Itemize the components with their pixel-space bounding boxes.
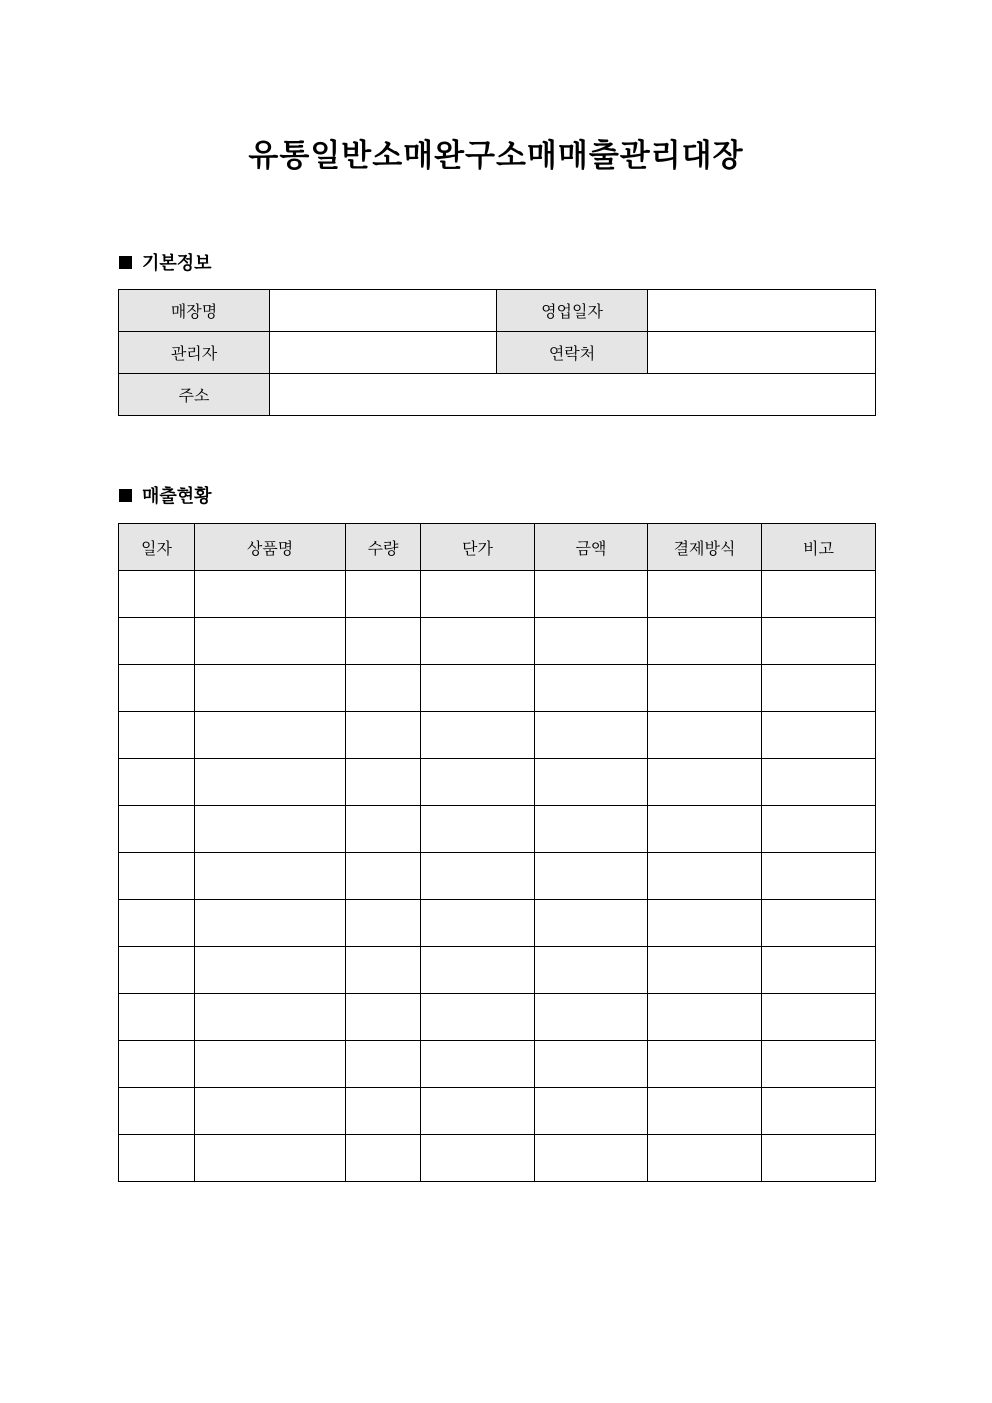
- product-name-cell[interactable]: [195, 759, 346, 806]
- amount-cell[interactable]: [535, 806, 648, 853]
- column-header-unit-price: 단가: [421, 524, 535, 571]
- table-row: [119, 900, 876, 947]
- remarks-cell[interactable]: [762, 853, 876, 900]
- unit-price-cell[interactable]: [421, 1041, 535, 1088]
- business-date-field[interactable]: [648, 290, 876, 332]
- amount-cell[interactable]: [535, 947, 648, 994]
- quantity-cell[interactable]: [346, 806, 421, 853]
- product-name-cell[interactable]: [195, 571, 346, 618]
- remarks-cell[interactable]: [762, 1088, 876, 1135]
- payment-method-cell[interactable]: [648, 806, 762, 853]
- amount-cell[interactable]: [535, 1135, 648, 1182]
- product-name-cell[interactable]: [195, 1088, 346, 1135]
- amount-cell[interactable]: [535, 618, 648, 665]
- payment-method-cell[interactable]: [648, 571, 762, 618]
- section-heading-sales: [119, 485, 212, 509]
- quantity-cell[interactable]: [346, 1135, 421, 1182]
- column-header-quantity: 수량: [346, 524, 421, 571]
- date-cell[interactable]: [119, 759, 195, 806]
- quantity-cell[interactable]: [346, 1088, 421, 1135]
- product-name-cell[interactable]: [195, 1135, 346, 1182]
- date-cell[interactable]: [119, 618, 195, 665]
- unit-price-cell[interactable]: [421, 712, 535, 759]
- date-cell[interactable]: [119, 994, 195, 1041]
- date-cell[interactable]: [119, 712, 195, 759]
- amount-cell[interactable]: [535, 712, 648, 759]
- remarks-cell[interactable]: [762, 1041, 876, 1088]
- address-field[interactable]: [270, 374, 876, 416]
- payment-method-cell[interactable]: [648, 900, 762, 947]
- product-name-cell[interactable]: [195, 947, 346, 994]
- quantity-cell[interactable]: [346, 571, 421, 618]
- product-name-cell[interactable]: [195, 665, 346, 712]
- amount-cell[interactable]: [535, 571, 648, 618]
- table-row: [119, 1041, 876, 1088]
- payment-method-cell[interactable]: [648, 759, 762, 806]
- quantity-cell[interactable]: [346, 759, 421, 806]
- square-bullet-icon: [119, 256, 132, 269]
- payment-method-cell[interactable]: [648, 947, 762, 994]
- manager-field[interactable]: [270, 332, 497, 374]
- remarks-cell[interactable]: [762, 1135, 876, 1182]
- section-heading-label: 기본정보: [142, 253, 212, 274]
- table-row: [119, 853, 876, 900]
- payment-method-cell[interactable]: [648, 1135, 762, 1182]
- unit-price-cell[interactable]: [421, 806, 535, 853]
- amount-cell[interactable]: [535, 900, 648, 947]
- date-cell[interactable]: [119, 1088, 195, 1135]
- unit-price-cell[interactable]: [421, 665, 535, 712]
- quantity-cell[interactable]: [346, 618, 421, 665]
- payment-method-cell[interactable]: [648, 618, 762, 665]
- payment-method-cell[interactable]: [648, 665, 762, 712]
- unit-price-cell[interactable]: [421, 853, 535, 900]
- amount-cell[interactable]: [535, 759, 648, 806]
- date-cell[interactable]: [119, 947, 195, 994]
- amount-cell[interactable]: [535, 1088, 648, 1135]
- quantity-cell[interactable]: [346, 900, 421, 947]
- contact-label: 연락처: [497, 332, 648, 374]
- remarks-cell[interactable]: [762, 947, 876, 994]
- table-row: [119, 665, 876, 712]
- section-heading-basic-info: [119, 252, 212, 276]
- unit-price-cell[interactable]: [421, 618, 535, 665]
- unit-price-cell[interactable]: [421, 1135, 535, 1182]
- basic-info-table: [118, 289, 876, 416]
- product-name-cell[interactable]: [195, 1041, 346, 1088]
- date-cell[interactable]: [119, 853, 195, 900]
- unit-price-cell[interactable]: [421, 994, 535, 1041]
- sales-header-row: [119, 524, 876, 571]
- quantity-cell[interactable]: [346, 712, 421, 759]
- table-row: [119, 806, 876, 853]
- amount-cell[interactable]: [535, 853, 648, 900]
- remarks-cell[interactable]: [762, 665, 876, 712]
- table-row: [119, 712, 876, 759]
- sales-table: [118, 523, 876, 1182]
- column-header-amount: 금액: [535, 524, 648, 571]
- payment-method-cell[interactable]: [648, 1041, 762, 1088]
- column-header-payment-method: 결제방식: [648, 524, 762, 571]
- quantity-cell[interactable]: [346, 947, 421, 994]
- payment-method-cell[interactable]: [648, 1088, 762, 1135]
- payment-method-cell[interactable]: [648, 712, 762, 759]
- remarks-cell[interactable]: [762, 571, 876, 618]
- remarks-cell[interactable]: [762, 712, 876, 759]
- quantity-cell[interactable]: [346, 994, 421, 1041]
- basic-info-row: [119, 290, 876, 332]
- table-row: [119, 759, 876, 806]
- page-title: 유통일반소매완구소매매출관리대장: [248, 138, 744, 174]
- amount-cell[interactable]: [535, 1041, 648, 1088]
- unit-price-cell[interactable]: [421, 947, 535, 994]
- amount-cell[interactable]: [535, 665, 648, 712]
- product-name-cell[interactable]: [195, 900, 346, 947]
- business-date-label: 영업일자: [497, 290, 648, 332]
- table-row: [119, 571, 876, 618]
- basic-info-row: [119, 374, 876, 416]
- table-row: [119, 947, 876, 994]
- table-row: [119, 1088, 876, 1135]
- unit-price-cell[interactable]: [421, 1088, 535, 1135]
- date-cell[interactable]: [119, 900, 195, 947]
- basic-info-row: [119, 332, 876, 374]
- remarks-cell[interactable]: [762, 759, 876, 806]
- amount-cell[interactable]: [535, 994, 648, 1041]
- unit-price-cell[interactable]: [421, 759, 535, 806]
- unit-price-cell[interactable]: [421, 571, 535, 618]
- manager-label: 관리자: [119, 332, 270, 374]
- product-name-cell[interactable]: [195, 712, 346, 759]
- date-cell[interactable]: [119, 665, 195, 712]
- square-bullet-icon: [119, 489, 132, 502]
- date-cell[interactable]: [119, 806, 195, 853]
- product-name-cell[interactable]: [195, 806, 346, 853]
- table-row: [119, 618, 876, 665]
- sales-table-body: [119, 571, 876, 1182]
- column-header-date: 일자: [119, 524, 195, 571]
- quantity-cell[interactable]: [346, 665, 421, 712]
- remarks-cell[interactable]: [762, 900, 876, 947]
- date-cell[interactable]: [119, 571, 195, 618]
- product-name-cell[interactable]: [195, 994, 346, 1041]
- quantity-cell[interactable]: [346, 1041, 421, 1088]
- table-row: [119, 994, 876, 1041]
- product-name-cell[interactable]: [195, 618, 346, 665]
- store-name-label: 매장명: [119, 290, 270, 332]
- section-heading-label: 매출현황: [142, 486, 212, 507]
- date-cell[interactable]: [119, 1135, 195, 1182]
- column-header-remarks: 비고: [762, 524, 876, 571]
- contact-field[interactable]: [648, 332, 876, 374]
- product-name-cell[interactable]: [195, 853, 346, 900]
- table-row: [119, 1135, 876, 1182]
- store-name-field[interactable]: [270, 290, 497, 332]
- remarks-cell[interactable]: [762, 806, 876, 853]
- remarks-cell[interactable]: [762, 994, 876, 1041]
- address-label: 주소: [119, 374, 270, 416]
- quantity-cell[interactable]: [346, 853, 421, 900]
- payment-method-cell[interactable]: [648, 994, 762, 1041]
- date-cell[interactable]: [119, 1041, 195, 1088]
- unit-price-cell[interactable]: [421, 900, 535, 947]
- payment-method-cell[interactable]: [648, 853, 762, 900]
- remarks-cell[interactable]: [762, 618, 876, 665]
- column-header-product-name: 상품명: [195, 524, 346, 571]
